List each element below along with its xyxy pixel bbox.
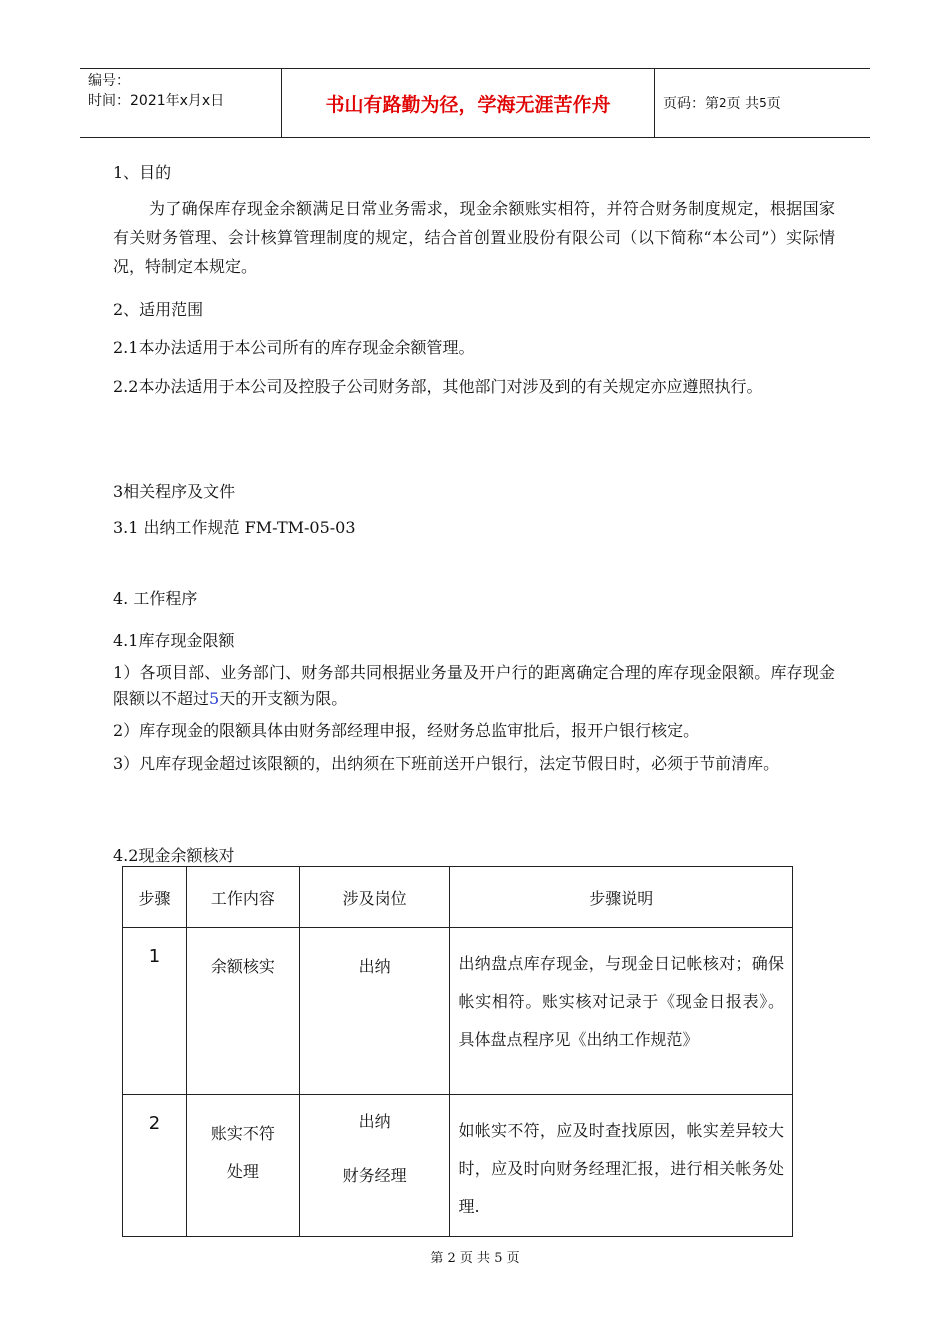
document-number: 编号： <box>88 73 130 89</box>
page-total: 5 <box>759 96 767 110</box>
header-step: 步骤 <box>123 867 187 928</box>
step-number: 2 <box>123 1095 187 1237</box>
work-content <box>186 1095 299 1237</box>
work-content <box>186 928 299 1095</box>
section-2-1: 2.1本办法适用于本公司所有的库存现金余额管理。 <box>113 338 475 357</box>
page-label-suffix: 页 <box>766 96 781 112</box>
page-current: 2 <box>719 96 727 110</box>
section-4-1-item-3: 3）凡库存现金超过该限额的，出纳须在下班前送开户银行，法定节假日时，必须于节前清库。 <box>113 754 780 773</box>
role-line-2: 财务经理 <box>342 1166 407 1185</box>
section-1-body: 为了确保库存现金余额满足日常业务需求，现金余额账实相符，并符合财务制度规定，根据国家有关财务管理、会计核算管理制度的规定，结合首创置业股份有限公司（以下简称“本公司”）实际情况，特制定本规定。 <box>113 199 835 276</box>
item-1-days: 5 <box>209 689 220 708</box>
involved-role <box>299 1095 450 1237</box>
header-content: 工作内容 <box>186 867 299 928</box>
section-4-1-title: 4.1库存现金限额 <box>113 631 235 650</box>
header-page-number <box>655 69 870 137</box>
step-number: 1 <box>123 928 187 1095</box>
header-description: 步骤说明 <box>450 867 793 928</box>
table-header-row <box>123 867 793 928</box>
page-header <box>80 68 870 138</box>
section-4-1-item-1 <box>113 660 835 712</box>
item-1-text-b: 天的开支额为限。 <box>219 689 348 708</box>
table-row <box>123 928 793 1095</box>
cash-balance-check-table <box>122 866 793 1237</box>
section-2-2: 2.2本办法适用于本公司及控股子公司财务部，其他部门对涉及到的有关规定亦应遵照执行。 <box>113 377 763 396</box>
role-line-1: 出纳 <box>358 1112 391 1131</box>
step-description: 如帐实不符，应及时查找原因，帐实差异较大时，应及时向财务经理汇报，进行相关帐务处理. <box>450 1095 793 1237</box>
page-label-mid: 页 共 <box>726 96 760 112</box>
section-1-title: 1、目的 <box>113 163 172 182</box>
page-label-prefix: 页码：第 <box>663 96 719 112</box>
section-4-2-title: 4.2现金余额核对 <box>113 846 235 865</box>
section-4-1-item-2: 2）库存现金的限额具体由财务部经理申报，经财务总监审批后，报开户银行核定。 <box>113 721 700 740</box>
work-content-line-1: 账实不符 <box>210 1124 275 1143</box>
work-content-line-2: 处理 <box>226 1162 259 1181</box>
header-role: 涉及岗位 <box>299 867 450 928</box>
page-footer: 第 2 页 共 5 页 <box>430 1251 520 1266</box>
step-description: 出纳盘点库存现金，与现金日记帐核对；确保帐实相符。账实核对记录于《现金日报表》。具体盘点程序见《出纳工作规范》 <box>450 928 793 1095</box>
section-3-title: 3相关程序及文件 <box>113 482 236 501</box>
header-meta <box>80 69 282 137</box>
header-motto: 书山有路勤为径，学海无涯苦作舟 <box>282 69 655 137</box>
table-row <box>123 1095 793 1237</box>
role-line-1: 出纳 <box>358 957 391 976</box>
work-content-line-1: 余额核实 <box>210 957 275 976</box>
section-2-title: 2、适用范围 <box>113 300 204 319</box>
section-3-1: 3.1 出纳工作规范 FM-TM-05-03 <box>113 518 356 537</box>
section-4-title: 4. 工作程序 <box>113 589 198 608</box>
involved-role <box>299 928 450 1095</box>
document-time: 时间：2021年x月x日 <box>88 93 225 109</box>
item-1-text-a: 1）各项目部、业务部门、财务部共同根据业务量及开户行的距离确定合理的库存现金限额。库存现金限额以不超过 <box>113 663 835 708</box>
